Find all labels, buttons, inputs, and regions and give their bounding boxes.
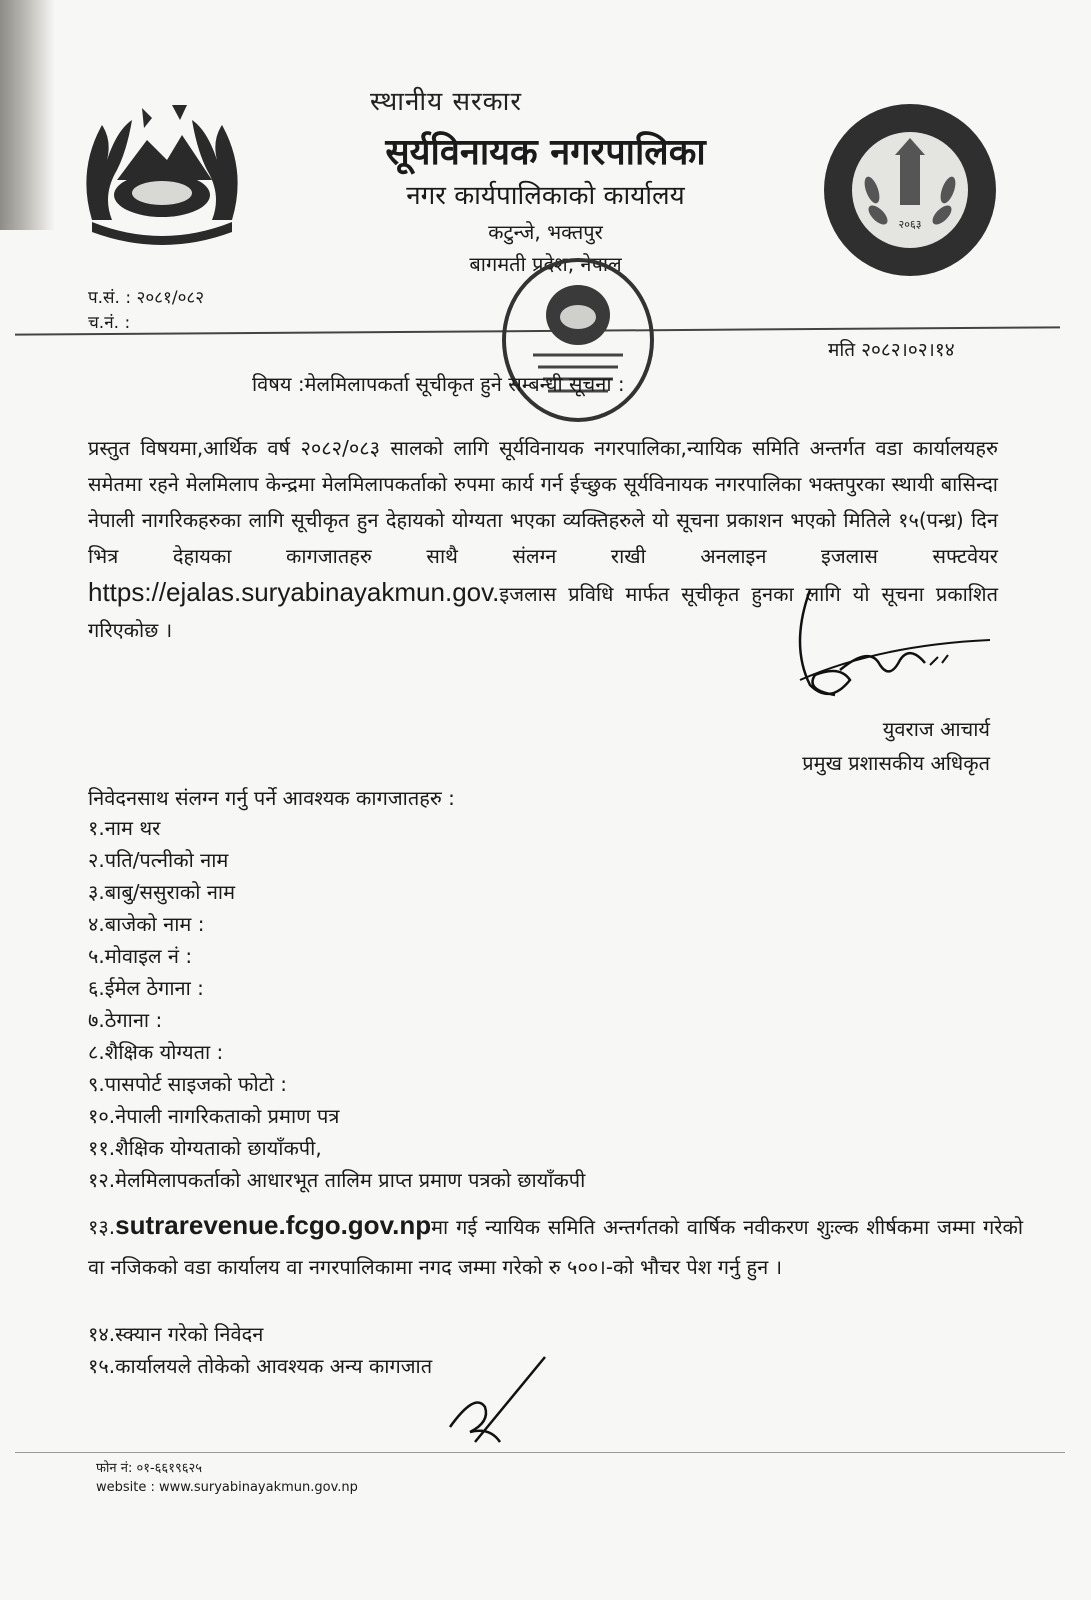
requirements-list [88,812,1028,1196]
list-item: २.पति/पत्नीको नाम [88,848,229,872]
requirements-heading: निवेदनसाथ संलग्न गर्नु पर्ने आवश्यक कागजातहरु : [88,786,455,810]
list-item: १०.नेपाली नागरिकताको प्रमाण पत्र [88,1104,340,1128]
body-text-after-url: इजलास प्रविधि मार्फत सूचीकृत हुनका लागि यो सूचना प्रकाशित गरिएकोछ । [88,582,998,642]
list-item: ९.पासपोर्ट साइजको फोटो : [88,1072,288,1096]
office-name: नगर कार्यपालिकाको कार्यालय [406,181,685,211]
sutrarevenue-link[interactable]: sutrarevenue.fcgo.gov.np [115,1210,432,1240]
initial-mark [445,1352,555,1447]
list-item: ४.बाजेको नाम : [88,912,205,936]
signer-name: युवराज आचार्य [882,717,990,741]
reference-number: प.सं. : २०८१/०८२ [88,288,205,308]
list-item: ३.बाबु/ससुराको नाम [88,880,236,904]
signer-block [790,712,990,780]
list-item: ११.शैक्षिक योग्यताको छायाँकपी, [88,1136,322,1160]
list-item: १.नाम थर [88,816,161,840]
notice-subject: विषय :मेलमिलापकर्ता सूचीकृत हुने सम्बन्धी सूचना : [252,372,625,396]
ejalas-link[interactable]: https://ejalas.suryabinayakmun.gov. [88,577,500,607]
footer-phone: फोन नं: ०१-६६१९६२५ [96,1461,202,1476]
dispatch-number: च.नं. : [88,313,131,333]
item13-text: मा गई न्यायिक समिति अन्तर्गतको वार्षिक नवीकरण शुःल्क शीर्षकमा जम्मा गरेको वा नजिकको वडा कार्यालय वा नगरपालिकामा नगद जम्मा गरेको रु ५००।-को भौचर पेश गर्नु हुन । [88,1215,1023,1279]
body-text-before-url: प्रस्तुत विषयमा,आर्थिक वर्ष २०८२/०८३ सालको लागि सूर्यविनायक नगरपालिका,न्यायिक समिति अन्तर्गत वडा कार्यालयहरु समेतमा रहने मेलमिलाप केन्द्रमा मेलमिलापकर्ताको रुपमा कार्य गर्न ईच्छुक सूर्यविनायक नगरपालिका भक्तपुरका स्थायी बासिन्दा नेपाली नागरिकहरुका लागि सूचीकृत हुन देहायको योग्यता भएका व्यक्तिहरुले यो सूचना प्रकाशन भएको मितिले १५(पन्ध्र) दिन भित्र देहायका कागजातहरु साथै संलग्न राखी अनलाइन इजलास सफ्टवेयर [88,436,998,568]
list-item: १५.कार्यालयले तोकेको आवश्यक अन्य कागजात [88,1354,433,1378]
list-item: १४.स्क्यान गरेको निवेदन [88,1322,264,1346]
footer-divider [15,1452,1065,1453]
notice-date: मति २०८२।०२।१४ [828,339,955,361]
handwritten-note: स्थानीय सरकार [370,87,522,117]
org-name: सूर्यविनायक नगरपालिका [385,132,706,173]
list-item: ७.ठेगाना : [88,1008,163,1032]
office-stamp-icon [498,255,658,425]
address-line1: कटुन्जे, भक्तपुर [488,220,603,244]
footer-website[interactable]: website : www.suryabinayakmun.gov.np [96,1480,358,1495]
list-item: १२.मेलमिलापकर्ताको आधारभूत तालिम प्राप्त प्रमाण पत्रको छायाँकपी [88,1168,586,1192]
list-item: ५.मोवाइल नं : [88,944,193,968]
item13-prefix: १३. [88,1215,116,1239]
seal-year-text: २०६३ [898,218,922,231]
address-line2: बागमती प्रदेश, नेपाल [469,252,622,276]
list-item: ६.ईमेल ठेगाना : [88,976,204,1000]
list-item: ८.शैक्षिक योग्यता : [88,1040,224,1064]
requirements-list-continued [88,1318,432,1382]
signer-title: प्रमुख प्रशासकीय अधिकृत [802,751,990,775]
list-item-13 [88,1205,1023,1287]
signature-mark [780,585,1000,715]
